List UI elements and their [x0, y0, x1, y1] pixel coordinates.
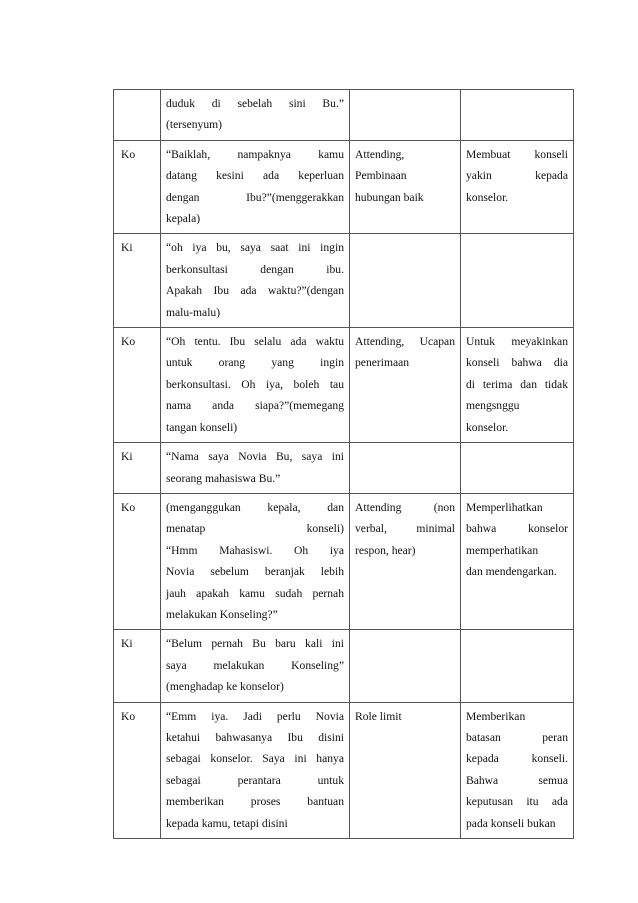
table-row: [114, 90, 574, 141]
skill-line: verbal, minimal: [355, 522, 455, 536]
speaker-cell: Ko: [114, 140, 161, 234]
purpose-line: Bahwa semua: [466, 773, 568, 787]
purpose-line: pada konseli bukan: [466, 816, 556, 830]
skill-cell: [350, 702, 461, 838]
dialog-line: Novia sebelum beranjak lebih: [166, 565, 344, 579]
purpose-cell: [461, 630, 574, 702]
dialog-line: saya melakukan Konseling”: [166, 658, 344, 672]
dialog-line: sebagai konselor. Saya ini hanya: [166, 752, 344, 766]
dialog-line: sebagai perantara untuk: [166, 773, 344, 787]
speaker-cell: Ki: [114, 234, 161, 328]
dialog-line: kepala): [166, 212, 201, 226]
dialog-line: “Baiklah, nampaknya kamu: [166, 147, 344, 161]
speaker-cell: Ko: [114, 493, 161, 629]
skill-line: Pembinaan: [355, 169, 407, 183]
dialog-cell: [161, 234, 350, 328]
speaker-cell: Ko: [114, 328, 161, 443]
skill-cell: [350, 443, 461, 494]
purpose-cell: [461, 90, 574, 141]
dialog-line: “oh iya bu, saya saat ini ingin: [166, 241, 344, 255]
purpose-line: bahwa konselor: [466, 522, 568, 536]
skill-cell: [350, 493, 461, 629]
skill-cell: [350, 90, 461, 141]
purpose-line: di terima dan tidak: [466, 377, 568, 391]
skill-line: hubungan baik: [355, 190, 424, 204]
dialog-cell: [161, 90, 350, 141]
purpose-line: mengsnggu: [466, 399, 520, 413]
dialog-line: nama anda siapa?”(memegang: [166, 399, 344, 413]
dialog-line: datang kesini ada keperluan: [166, 169, 344, 183]
counseling-transcript-table: [113, 89, 574, 839]
table-row: [114, 493, 574, 629]
skill-line: Attending, Ucapan: [355, 335, 455, 349]
dialog-line: kepada kamu, tetapi disini: [166, 816, 288, 830]
purpose-line: konseli bahwa dia: [466, 356, 568, 370]
dialog-line: “Emm iya. Jadi perlu Novia: [166, 709, 344, 723]
dialog-line: menatap konseli): [166, 522, 344, 536]
table-row: [114, 630, 574, 702]
dialog-cell: [161, 630, 350, 702]
skill-line: respon, hear): [355, 543, 416, 557]
purpose-line: konselor.: [466, 190, 509, 204]
dialog-line: ketahui bahwasanya Ibu disini: [166, 730, 344, 744]
purpose-cell: [461, 234, 574, 328]
dialog-line: untuk orang yang ingin: [166, 356, 344, 370]
speaker-cell: Ki: [114, 443, 161, 494]
purpose-line: memperhatikan: [466, 543, 539, 557]
dialog-line: “Oh tentu. Ibu selalu ada waktu: [166, 335, 344, 349]
table-row: [114, 234, 574, 328]
purpose-line: dan mendengarkan.: [466, 565, 557, 579]
skill-line: Attending (non: [355, 500, 455, 514]
purpose-cell: [461, 493, 574, 629]
skill-cell: [350, 328, 461, 443]
skill-cell: [350, 630, 461, 702]
purpose-cell: [461, 328, 574, 443]
table-row: [114, 702, 574, 838]
dialog-line: “Nama saya Novia Bu, saya ini: [166, 450, 344, 464]
dialog-cell: [161, 328, 350, 443]
dialog-line: tangan konseli): [166, 420, 238, 434]
skill-cell: [350, 234, 461, 328]
purpose-line: batasan peran: [466, 730, 568, 744]
purpose-line: kepada konseli.: [466, 752, 568, 766]
dialog-line: berkonsultasi. Oh iya, boleh tau: [166, 377, 344, 391]
purpose-line: Untuk meyakinkan: [466, 335, 568, 349]
dialog-line: seorang mahasiswa Bu.”: [166, 471, 281, 485]
dialog-line: “Belum pernah Bu baru kali ini: [166, 637, 344, 651]
purpose-line: Memberikan: [466, 709, 526, 723]
purpose-line: yakin kepada: [466, 169, 568, 183]
speaker-cell: Ko: [114, 702, 161, 838]
dialog-cell: [161, 493, 350, 629]
dialog-line: (menganggukan kepala, dan: [166, 500, 344, 514]
dialog-line: duduk di sebelah sini Bu.”: [166, 97, 344, 110]
dialog-line: melakukan Konseling?”: [166, 607, 278, 621]
table-row: [114, 328, 574, 443]
table-body: [114, 90, 574, 839]
purpose-cell: [461, 140, 574, 234]
dialog-line: berkonsultasi dengan ibu.: [166, 262, 344, 276]
purpose-line: Membuat konseli: [466, 147, 568, 161]
dialog-line: malu-malu): [166, 305, 221, 319]
dialog-cell: [161, 140, 350, 234]
skill-line: Role limit: [355, 709, 402, 723]
purpose-cell: [461, 443, 574, 494]
speaker-cell: Ki: [114, 630, 161, 702]
table-row: [114, 140, 574, 234]
table-row: [114, 443, 574, 494]
skill-line: penerimaan: [355, 356, 410, 370]
dialog-line: memberikan proses bantuan: [166, 795, 344, 809]
dialog-cell: [161, 443, 350, 494]
purpose-line: keputusan itu ada: [466, 795, 568, 809]
dialog-line: Apakah Ibu ada waktu?”(dengan: [166, 284, 344, 298]
dialog-line: jauh apakah kamu sudah pernah: [166, 586, 344, 600]
dialog-line: dengan Ibu?”(menggerakkan: [166, 190, 344, 204]
dialog-cell: [161, 702, 350, 838]
speaker-cell: [114, 90, 161, 141]
purpose-line: konselor.: [466, 420, 509, 434]
purpose-line: Memperlihatkan: [466, 500, 543, 514]
skill-line: Attending,: [355, 147, 405, 161]
dialog-line: “Hmm Mahasiswi. Oh iya: [166, 543, 344, 557]
dialog-line: (tersenyum): [166, 118, 223, 132]
skill-cell: [350, 140, 461, 234]
purpose-cell: [461, 702, 574, 838]
dialog-line: (menghadap ke konselor): [166, 680, 284, 694]
